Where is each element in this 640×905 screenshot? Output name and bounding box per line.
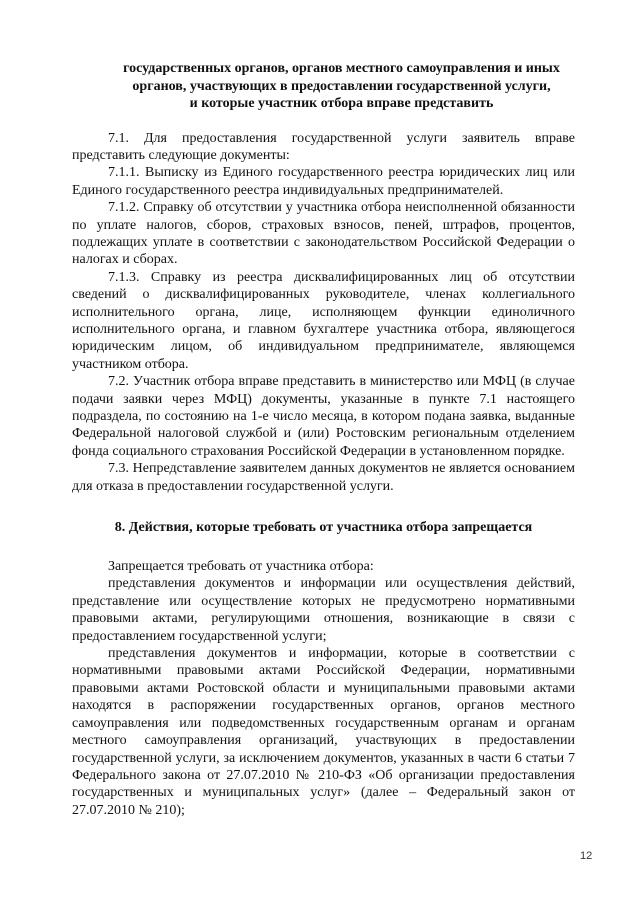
section-8-title: 8. Действия, которые требовать от участника отбора запрещается: [114, 520, 533, 536]
paragraph-prohibition-intro: Запрещается требовать от участника отбора:: [108, 559, 374, 575]
section-heading-line-2: органов, участвующих в предоставлении государственной услуги,: [132, 78, 551, 94]
paragraph-7-1-1: 7.1.1. Выписку из Единого государственного реестра юридических лиц или Единого государственного реестра индивидуальных предпринимателей.: [72, 165, 575, 198]
paragraph-prohibition-1: представления документов и информации или осуществления действий, представление или осуществление которых не предусмотрено нормативными правовыми актами, регулирующими отношения, возникающие в связи с предоставлением государственной услуги;: [72, 576, 575, 644]
section-heading-line-1: государственных органов, органов местного самоуправления и иных: [123, 61, 560, 76]
page-number: 12: [580, 850, 593, 862]
paragraph-7-1: 7.1. Для предоставления государственной услуги заявитель вправе представить следующие документы:: [72, 130, 575, 163]
document-page: [72, 60, 575, 819]
paragraph-7-1-3: 7.1.3. Справку из реестра дисквалифицированных лиц об отсутствии сведений о дисквалифицированных руководителе, членах коллегиального исполнительного органа, лице, исполняющем функции единоличного исполнительного органа, и главном бухгалтере участника отбора, являющегося юридическим лицом, об индивидуальном предпринимателе, являющемся участником отбора.: [72, 269, 575, 372]
paragraph-prohibition-2: представления документов и информации, которые в соответствии с нормативными правовыми актами Российской Федерации, нормативными правовыми актами Ростовской области и муниципальными правовыми актами находятся в распоряжении государственных органов, органов местного самоуправления или подведомственных государственным органам и органам местного самоуправления организаций, участвующих в предоставлении государственной услуги, за исключением документов, указанных в части 6 статьи 7 Федерального закона от 27.07.2010 № 210-ФЗ «Об организации предоставления государственных и муниципальных услуг» (далее – Федеральный закон от 27.07.2010 № 210);: [72, 646, 575, 818]
paragraph-7-1-2: 7.1.2. Справку об отсутствии у участника отбора неисполненной обязанности по уплате налогов, сборов, страховых взносов, пеней, штрафов, процентов, подлежащих уплате в соответствии с законодательством Российской Федерации о налогах и сборах.: [72, 200, 575, 268]
section-heading-line-3: и которые участник отбора вправе представить: [189, 96, 494, 111]
paragraph-7-2: 7.2. Участник отбора вправе представить в министерство или МФЦ (в случае подачи заявки через МФЦ) документы, указанные в пункте 7.1 настоящего подраздела, по состоянию на 1-е число месяца, в котором подана заявка, выданные Федеральной налоговой службой и (или) Ростовским региональным отделением фонда социального страхования Российской Федерации в установленном порядке.: [72, 374, 575, 459]
paragraph-7-3: 7.3. Непредставление заявителем данных документов не является основанием для отказа в предоставлении государственной услуги.: [72, 461, 575, 494]
